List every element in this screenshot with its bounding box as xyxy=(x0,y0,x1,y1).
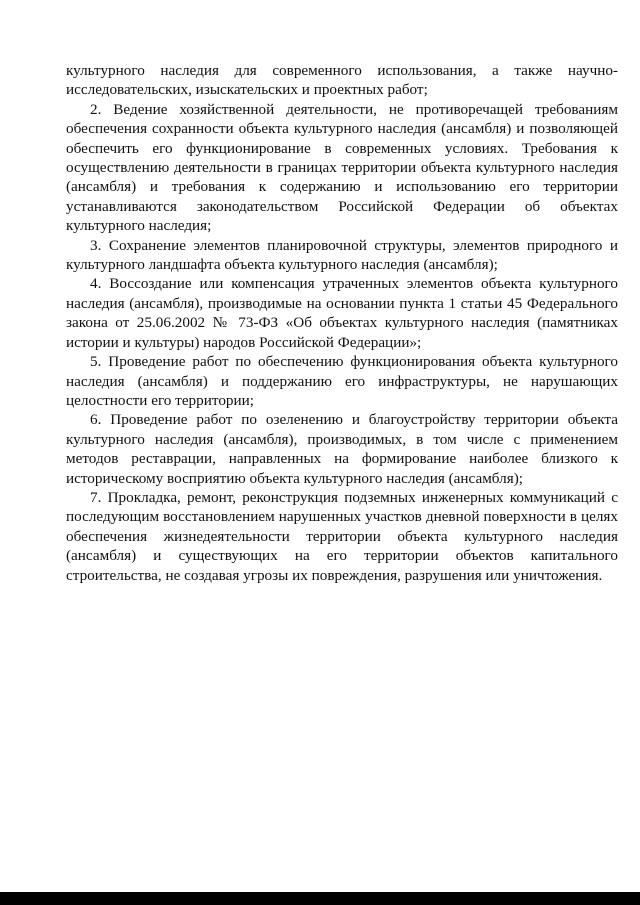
scan-bottom-edge xyxy=(0,892,640,905)
paragraph-continuation: культурного наследия для современного использования, а также научно-исследовательских, изыскательских и проектных работ; xyxy=(66,62,618,99)
paragraph-item-5: 5. Проведение работ по обеспечению функционирования объекта культурного наследия (ансамбля) и поддержанию его инфраструктуры, не нарушающих целостности его территории; xyxy=(66,353,618,409)
paragraph-item-2: 2. Ведение хозяйственной деятельности, не противоречащей требованиям обеспечения сохранности объекта культурного наследия (ансамбля) и позволяющей обеспечить его функционирование в современных условиях. Требования к осуществлению деятельности в границах территории объекта культурного наследия (ансамбля) и требования к содержанию и использованию его территории устанавливаются законодательством Российской Федерации об объектах культурного наследия; xyxy=(66,100,618,235)
paragraph-item-6: 6. Проведение работ по озеленению и благоустройству территории объекта культурного наследия (ансамбля), производимых, в том числе с применением методов реставрации, направленных на формирование наиболее близкого к историческому восприятию объекта культурного наследия (ансамбля); xyxy=(66,411,618,487)
paragraph-item-4: 4. Воссоздание или компенсация утраченных элементов объекта культурного наследия (ансамбля), производимые на основании пункта 1 статьи 45 Федерального закона от 25.06.2002 № 73-ФЗ «Об объектах культурного наследия (памятниках истории и культуры) народов Российской Федерации»; xyxy=(66,275,618,351)
paragraph-item-7: 7. Прокладка, ремонт, реконструкция подземных инженерных коммуникаций с последующим восстановлением нарушенных участков дневной поверхности в целях обеспечения жизнедеятельности территории объекта культурного наследия (ансамбля) и существующих на его территории объектов капитального строительства, не создавая угрозы их повреждения, разрушения или уничтожения. xyxy=(66,488,618,584)
document-page xyxy=(66,61,618,585)
paragraph-item-3: 3. Сохранение элементов планировочной структуры, элементов природного и культурного ландшафта объекта культурного наследия (ансамбля); xyxy=(66,236,618,274)
